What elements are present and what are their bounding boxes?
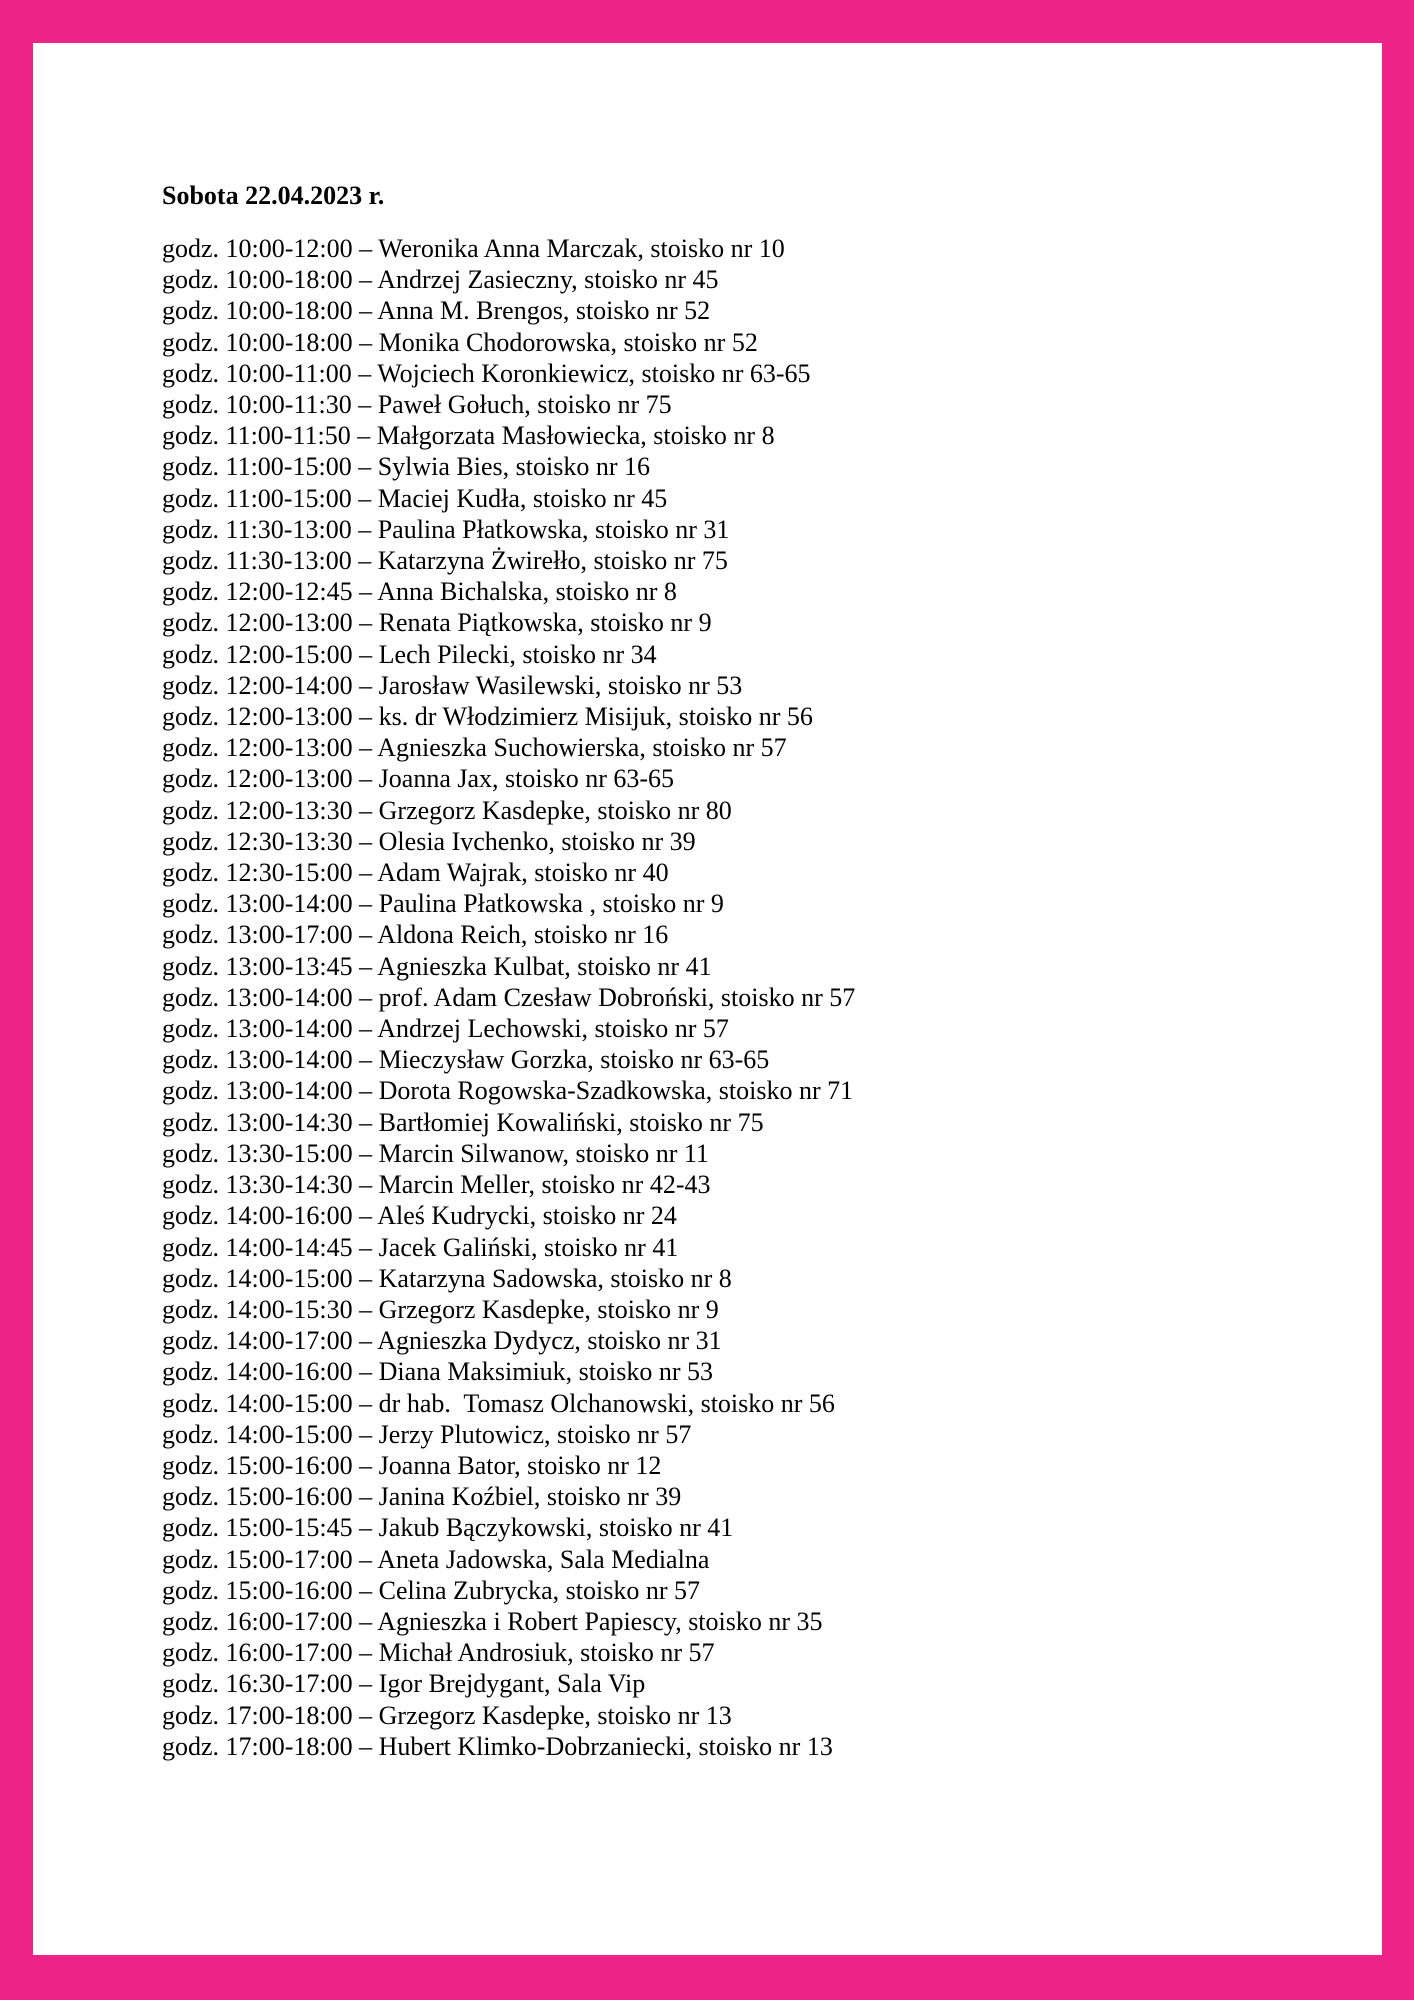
line-entry: ks. dr Włodzimierz Misijuk, stoisko nr 56 bbox=[378, 702, 813, 732]
line-time-prefix: godz. bbox=[162, 764, 220, 794]
line-entry: Aleś Kudrycki, stoisko nr 24 bbox=[377, 1201, 677, 1231]
schedule-line bbox=[162, 795, 1362, 826]
schedule-line bbox=[162, 607, 1362, 638]
line-entry: Anna M. Brengos, stoisko nr 52 bbox=[377, 296, 711, 326]
line-time-prefix: godz. bbox=[162, 1076, 220, 1106]
schedule-line bbox=[162, 1481, 1362, 1512]
line-time-prefix: godz. bbox=[162, 1138, 220, 1168]
line-time-prefix: godz. bbox=[162, 1544, 220, 1574]
line-separator: – bbox=[359, 1232, 373, 1262]
line-separator: – bbox=[359, 1357, 373, 1387]
schedule-line bbox=[162, 1668, 1362, 1699]
schedule-line bbox=[162, 857, 1362, 888]
line-time-prefix: godz. bbox=[162, 1388, 220, 1418]
line-entry: Jarosław Wasilewski, stoisko nr 53 bbox=[378, 670, 743, 700]
line-time-range: 12:00-13:00 bbox=[225, 702, 353, 732]
line-time-range: 11:00-11:50 bbox=[225, 421, 351, 451]
line-time-prefix: godz. bbox=[162, 1170, 220, 1200]
schedule-line bbox=[162, 1200, 1362, 1231]
line-time-range: 14:00-16:00 bbox=[225, 1201, 353, 1231]
line-entry: Joanna Bator, stoisko nr 12 bbox=[378, 1450, 662, 1480]
line-time-range: 13:30-15:00 bbox=[225, 1138, 353, 1168]
line-time-range: 12:00-13:00 bbox=[225, 608, 353, 638]
line-time-range: 12:00-12:45 bbox=[225, 577, 353, 607]
line-entry: Joanna Jax, stoisko nr 63-65 bbox=[378, 764, 675, 794]
line-separator: – bbox=[359, 1450, 373, 1480]
line-time-range: 11:30-13:00 bbox=[225, 546, 352, 576]
line-entry: Grzegorz Kasdepke, stoisko nr 13 bbox=[378, 1700, 732, 1730]
schedule-line bbox=[162, 327, 1362, 358]
line-separator: – bbox=[359, 639, 373, 669]
line-separator: – bbox=[359, 795, 373, 825]
schedule-list bbox=[162, 233, 1362, 1762]
schedule-line bbox=[162, 389, 1362, 420]
schedule-line bbox=[162, 1107, 1362, 1138]
line-time-prefix: godz. bbox=[162, 1294, 220, 1324]
line-time-prefix: godz. bbox=[162, 1201, 220, 1231]
line-entry: Jerzy Plutowicz, stoisko nr 57 bbox=[378, 1419, 692, 1449]
line-time-prefix: godz. bbox=[162, 733, 220, 763]
line-time-prefix: godz. bbox=[162, 514, 220, 544]
date-heading: Sobota 22.04.2023 r. bbox=[162, 181, 385, 210]
schedule-line bbox=[162, 1637, 1362, 1668]
schedule-line bbox=[162, 763, 1362, 794]
line-time-range: 13:00-17:00 bbox=[225, 920, 353, 950]
line-entry: dr hab. Tomasz Olchanowski, stoisko nr 56 bbox=[378, 1388, 835, 1418]
line-time-range: 12:00-13:00 bbox=[225, 733, 353, 763]
line-time-prefix: godz. bbox=[162, 608, 220, 638]
line-time-range: 14:00-16:00 bbox=[225, 1357, 353, 1387]
line-time-range: 14:00-17:00 bbox=[225, 1326, 353, 1356]
line-separator: – bbox=[359, 1575, 373, 1605]
line-time-range: 15:00-15:45 bbox=[225, 1513, 353, 1543]
schedule-line bbox=[162, 1263, 1362, 1294]
schedule-line bbox=[162, 919, 1362, 950]
line-separator: – bbox=[359, 296, 373, 326]
line-entry: Anna Bichalska, stoisko nr 8 bbox=[377, 577, 677, 607]
line-time-prefix: godz. bbox=[162, 1107, 220, 1137]
line-time-prefix: godz. bbox=[162, 1419, 220, 1449]
schedule-line bbox=[162, 1013, 1362, 1044]
line-entry: Diana Maksimiuk, stoisko nr 53 bbox=[378, 1357, 714, 1387]
schedule-line bbox=[162, 1294, 1362, 1325]
line-separator: – bbox=[359, 951, 373, 981]
line-time-prefix: godz. bbox=[162, 390, 220, 420]
line-entry: Wojciech Koronkiewicz, stoisko nr 63-65 bbox=[377, 358, 811, 388]
line-time-prefix: godz. bbox=[162, 982, 220, 1012]
line-entry: Andrzej Zasieczny, stoisko nr 45 bbox=[377, 265, 719, 295]
line-entry: Hubert Klimko-Dobrzaniecki, stoisko nr 13 bbox=[378, 1731, 833, 1761]
line-time-prefix: godz. bbox=[162, 1731, 220, 1761]
line-time-range: 14:00-15:00 bbox=[225, 1388, 353, 1418]
line-time-prefix: godz. bbox=[162, 1450, 220, 1480]
line-time-prefix: godz. bbox=[162, 1669, 220, 1699]
line-entry: Grzegorz Kasdepke, stoisko nr 80 bbox=[378, 795, 732, 825]
line-time-range: 11:00-15:00 bbox=[225, 483, 352, 513]
line-time-range: 15:00-16:00 bbox=[225, 1482, 353, 1512]
line-separator: – bbox=[359, 1045, 373, 1075]
line-separator: – bbox=[359, 1513, 373, 1543]
line-time-prefix: godz. bbox=[162, 452, 220, 482]
line-time-range: 13:00-14:00 bbox=[225, 889, 353, 919]
line-entry: Grzegorz Kasdepke, stoisko nr 9 bbox=[378, 1294, 719, 1324]
line-separator: – bbox=[359, 670, 373, 700]
schedule-line bbox=[162, 1731, 1362, 1762]
line-time-range: 14:00-15:00 bbox=[225, 1419, 353, 1449]
line-time-range: 14:00-15:00 bbox=[225, 1263, 353, 1293]
line-entry: Paulina Płatkowska , stoisko nr 9 bbox=[378, 889, 724, 919]
line-time-range: 13:30-14:30 bbox=[225, 1170, 353, 1200]
line-separator: – bbox=[358, 358, 372, 388]
schedule-line bbox=[162, 451, 1362, 482]
line-entry: Adam Wajrak, stoisko nr 40 bbox=[377, 858, 669, 888]
line-separator: – bbox=[359, 1731, 373, 1761]
line-time-prefix: godz. bbox=[162, 670, 220, 700]
line-time-range: 12:00-15:00 bbox=[225, 639, 353, 669]
line-time-range: 15:00-16:00 bbox=[225, 1575, 353, 1605]
line-time-prefix: godz. bbox=[162, 296, 220, 326]
line-time-range: 10:00-18:00 bbox=[225, 265, 353, 295]
line-time-range: 12:30-15:00 bbox=[225, 858, 353, 888]
schedule-line bbox=[162, 1044, 1362, 1075]
schedule-line bbox=[162, 1512, 1362, 1543]
line-time-range: 12:00-14:00 bbox=[225, 670, 353, 700]
line-separator: – bbox=[359, 1606, 373, 1636]
line-separator: – bbox=[359, 1669, 373, 1699]
line-time-range: 17:00-18:00 bbox=[225, 1731, 353, 1761]
line-time-range: 10:00-12:00 bbox=[225, 234, 353, 263]
line-separator: – bbox=[358, 483, 372, 513]
line-time-prefix: godz. bbox=[162, 1232, 220, 1262]
line-separator: – bbox=[359, 1294, 373, 1324]
line-separator: – bbox=[359, 1638, 373, 1668]
line-separator: – bbox=[359, 1263, 373, 1293]
line-entry: Agnieszka i Robert Papiescy, stoisko nr 35 bbox=[377, 1606, 823, 1636]
line-time-prefix: godz. bbox=[162, 1326, 220, 1356]
schedule-line bbox=[162, 670, 1362, 701]
schedule-line bbox=[162, 1325, 1362, 1356]
line-time-range: 16:00-17:00 bbox=[225, 1638, 353, 1668]
line-time-prefix: godz. bbox=[162, 702, 220, 732]
line-time-range: 12:00-13:00 bbox=[225, 764, 353, 794]
line-time-prefix: godz. bbox=[162, 639, 220, 669]
schedule-line bbox=[162, 1232, 1362, 1263]
schedule-line bbox=[162, 1606, 1362, 1637]
line-separator: – bbox=[359, 265, 373, 295]
line-separator: – bbox=[359, 327, 373, 357]
line-separator: – bbox=[359, 982, 373, 1012]
line-separator: – bbox=[359, 920, 373, 950]
line-entry: Andrzej Lechowski, stoisko nr 57 bbox=[377, 1014, 729, 1044]
line-time-range: 14:00-14:45 bbox=[225, 1232, 353, 1262]
line-separator: – bbox=[359, 577, 373, 607]
line-separator: – bbox=[359, 826, 373, 856]
line-time-range: 11:00-15:00 bbox=[225, 452, 352, 482]
line-time-prefix: godz. bbox=[162, 826, 220, 856]
line-entry: Katarzyna Żwirełło, stoisko nr 75 bbox=[377, 546, 728, 576]
line-separator: – bbox=[359, 234, 373, 263]
schedule-line bbox=[162, 1169, 1362, 1200]
line-separator: – bbox=[359, 764, 373, 794]
line-time-range: 16:00-17:00 bbox=[225, 1606, 353, 1636]
line-time-range: 13:00-14:30 bbox=[225, 1107, 353, 1137]
line-entry: Katarzyna Sadowska, stoisko nr 8 bbox=[378, 1263, 732, 1293]
schedule-line bbox=[162, 264, 1362, 295]
line-entry: Michał Androsiuk, stoisko nr 57 bbox=[378, 1638, 715, 1668]
schedule-line bbox=[162, 888, 1362, 919]
line-entry: Monika Chodorowska, stoisko nr 52 bbox=[378, 327, 758, 357]
schedule-line bbox=[162, 514, 1362, 545]
line-time-prefix: godz. bbox=[162, 483, 220, 513]
schedule-line bbox=[162, 639, 1362, 670]
line-separator: – bbox=[359, 858, 373, 888]
line-time-prefix: godz. bbox=[162, 1263, 220, 1293]
schedule-line bbox=[162, 1700, 1362, 1731]
line-separator: – bbox=[357, 421, 371, 451]
schedule-line bbox=[162, 483, 1362, 514]
line-time-prefix: godz. bbox=[162, 546, 220, 576]
line-time-prefix: godz. bbox=[162, 951, 220, 981]
line-separator: – bbox=[359, 1700, 373, 1730]
line-separator: – bbox=[359, 1326, 373, 1356]
line-time-prefix: godz. bbox=[162, 358, 220, 388]
line-time-prefix: godz. bbox=[162, 1014, 220, 1044]
line-time-prefix: godz. bbox=[162, 1575, 220, 1605]
line-entry: Weronika Anna Marczak, stoisko nr 10 bbox=[378, 234, 785, 263]
line-entry: Igor Brejdygant, Sala Vip bbox=[378, 1669, 646, 1699]
line-entry: Bartłomiej Kowaliński, stoisko nr 75 bbox=[378, 1107, 764, 1137]
schedule-line bbox=[162, 951, 1362, 982]
line-separator: – bbox=[359, 889, 373, 919]
line-entry: Lech Pilecki, stoisko nr 34 bbox=[378, 639, 657, 669]
schedule-line bbox=[162, 1138, 1362, 1169]
line-entry: Paweł Gołuch, stoisko nr 75 bbox=[377, 390, 672, 420]
line-time-range: 10:00-11:30 bbox=[225, 390, 352, 420]
schedule-line bbox=[162, 1544, 1362, 1575]
line-separator: – bbox=[359, 1076, 373, 1106]
line-time-prefix: godz. bbox=[162, 265, 220, 295]
line-entry: Maciej Kudła, stoisko nr 45 bbox=[377, 483, 668, 513]
line-time-prefix: godz. bbox=[162, 577, 220, 607]
line-entry: Sylwia Bies, stoisko nr 16 bbox=[377, 452, 650, 482]
line-entry: Mieczysław Gorzka, stoisko nr 63-65 bbox=[378, 1045, 770, 1075]
line-time-range: 13:00-13:45 bbox=[225, 951, 353, 981]
schedule-line bbox=[162, 732, 1362, 763]
line-entry: Agnieszka Dydycz, stoisko nr 31 bbox=[377, 1326, 722, 1356]
line-time-range: 15:00-17:00 bbox=[225, 1544, 353, 1574]
schedule-line bbox=[162, 295, 1362, 326]
line-time-prefix: godz. bbox=[162, 1357, 220, 1387]
line-time-prefix: godz. bbox=[162, 920, 220, 950]
line-entry: Dorota Rogowska-Szadkowska, stoisko nr 71 bbox=[378, 1076, 854, 1106]
line-time-prefix: godz. bbox=[162, 795, 220, 825]
line-time-prefix: godz. bbox=[162, 858, 220, 888]
line-entry: Jakub Bączykowski, stoisko nr 41 bbox=[378, 1513, 734, 1543]
line-entry: Paulina Płatkowska, stoisko nr 31 bbox=[377, 514, 730, 544]
line-separator: – bbox=[359, 1138, 373, 1168]
line-time-range: 13:00-14:00 bbox=[225, 1045, 353, 1075]
line-entry: Marcin Meller, stoisko nr 42-43 bbox=[378, 1170, 711, 1200]
line-separator: – bbox=[359, 1201, 373, 1231]
line-separator: – bbox=[359, 1107, 373, 1137]
schedule-line bbox=[162, 1450, 1362, 1481]
schedule-line bbox=[162, 1419, 1362, 1450]
line-separator: – bbox=[358, 546, 372, 576]
schedule-line bbox=[162, 701, 1362, 732]
line-time-prefix: godz. bbox=[162, 1700, 220, 1730]
line-separator: – bbox=[358, 390, 372, 420]
line-separator: – bbox=[359, 702, 373, 732]
line-time-prefix: godz. bbox=[162, 1638, 220, 1668]
line-time-range: 14:00-15:30 bbox=[225, 1294, 353, 1324]
line-time-range: 13:00-14:00 bbox=[225, 1014, 353, 1044]
line-separator: – bbox=[359, 1544, 373, 1574]
line-entry: Agnieszka Suchowierska, stoisko nr 57 bbox=[377, 733, 787, 763]
line-time-prefix: godz. bbox=[162, 1513, 220, 1543]
line-entry: prof. Adam Czesław Dobroński, stoisko nr 57 bbox=[378, 982, 856, 1012]
line-time-range: 10:00-18:00 bbox=[225, 327, 353, 357]
line-separator: – bbox=[359, 1014, 373, 1044]
line-time-prefix: godz. bbox=[162, 1606, 220, 1636]
schedule-line bbox=[162, 545, 1362, 576]
line-separator: – bbox=[359, 1170, 373, 1200]
line-entry: Agnieszka Kulbat, stoisko nr 41 bbox=[377, 951, 712, 981]
line-time-range: 13:00-14:00 bbox=[225, 982, 353, 1012]
line-separator: – bbox=[358, 514, 372, 544]
line-separator: – bbox=[359, 1482, 373, 1512]
line-time-prefix: godz. bbox=[162, 889, 220, 919]
schedule-line bbox=[162, 1075, 1362, 1106]
document-page bbox=[33, 43, 1382, 1955]
schedule-line bbox=[162, 233, 1362, 264]
line-entry: Aneta Jadowska, Sala Medialna bbox=[377, 1544, 710, 1574]
line-time-prefix: godz. bbox=[162, 421, 220, 451]
line-entry: Małgorzata Masłowiecka, stoisko nr 8 bbox=[376, 421, 775, 451]
line-separator: – bbox=[359, 733, 373, 763]
schedule-line bbox=[162, 1388, 1362, 1419]
line-time-range: 17:00-18:00 bbox=[225, 1700, 353, 1730]
schedule-line bbox=[162, 982, 1362, 1013]
line-entry: Marcin Silwanow, stoisko nr 11 bbox=[378, 1138, 709, 1168]
schedule-line bbox=[162, 1356, 1362, 1387]
line-separator: – bbox=[359, 1419, 373, 1449]
line-entry: Aldona Reich, stoisko nr 16 bbox=[377, 920, 669, 950]
line-time-prefix: godz. bbox=[162, 234, 220, 263]
schedule-line bbox=[162, 420, 1362, 451]
line-separator: – bbox=[359, 1388, 373, 1418]
line-entry: Janina Koźbiel, stoisko nr 39 bbox=[378, 1482, 682, 1512]
schedule-line bbox=[162, 358, 1362, 389]
line-time-range: 12:30-13:30 bbox=[225, 826, 353, 856]
line-time-range: 13:00-14:00 bbox=[225, 1076, 353, 1106]
line-time-prefix: godz. bbox=[162, 1045, 220, 1075]
line-time-range: 10:00-18:00 bbox=[225, 296, 353, 326]
schedule-line bbox=[162, 576, 1362, 607]
line-time-prefix: godz. bbox=[162, 327, 220, 357]
line-time-range: 15:00-16:00 bbox=[225, 1450, 353, 1480]
line-separator: – bbox=[359, 608, 373, 638]
line-time-prefix: godz. bbox=[162, 1482, 220, 1512]
schedule-line bbox=[162, 826, 1362, 857]
schedule-line bbox=[162, 1575, 1362, 1606]
line-entry: Renata Piątkowska, stoisko nr 9 bbox=[378, 608, 712, 638]
line-time-range: 11:30-13:00 bbox=[225, 514, 352, 544]
line-entry: Celina Zubrycka, stoisko nr 57 bbox=[378, 1575, 700, 1605]
line-separator: – bbox=[358, 452, 372, 482]
line-entry: Jacek Galiński, stoisko nr 41 bbox=[378, 1232, 679, 1262]
line-time-range: 10:00-11:00 bbox=[225, 358, 352, 388]
line-time-range: 16:30-17:00 bbox=[225, 1669, 353, 1699]
line-entry: Olesia Ivchenko, stoisko nr 39 bbox=[378, 826, 696, 856]
line-time-range: 12:00-13:30 bbox=[225, 795, 353, 825]
